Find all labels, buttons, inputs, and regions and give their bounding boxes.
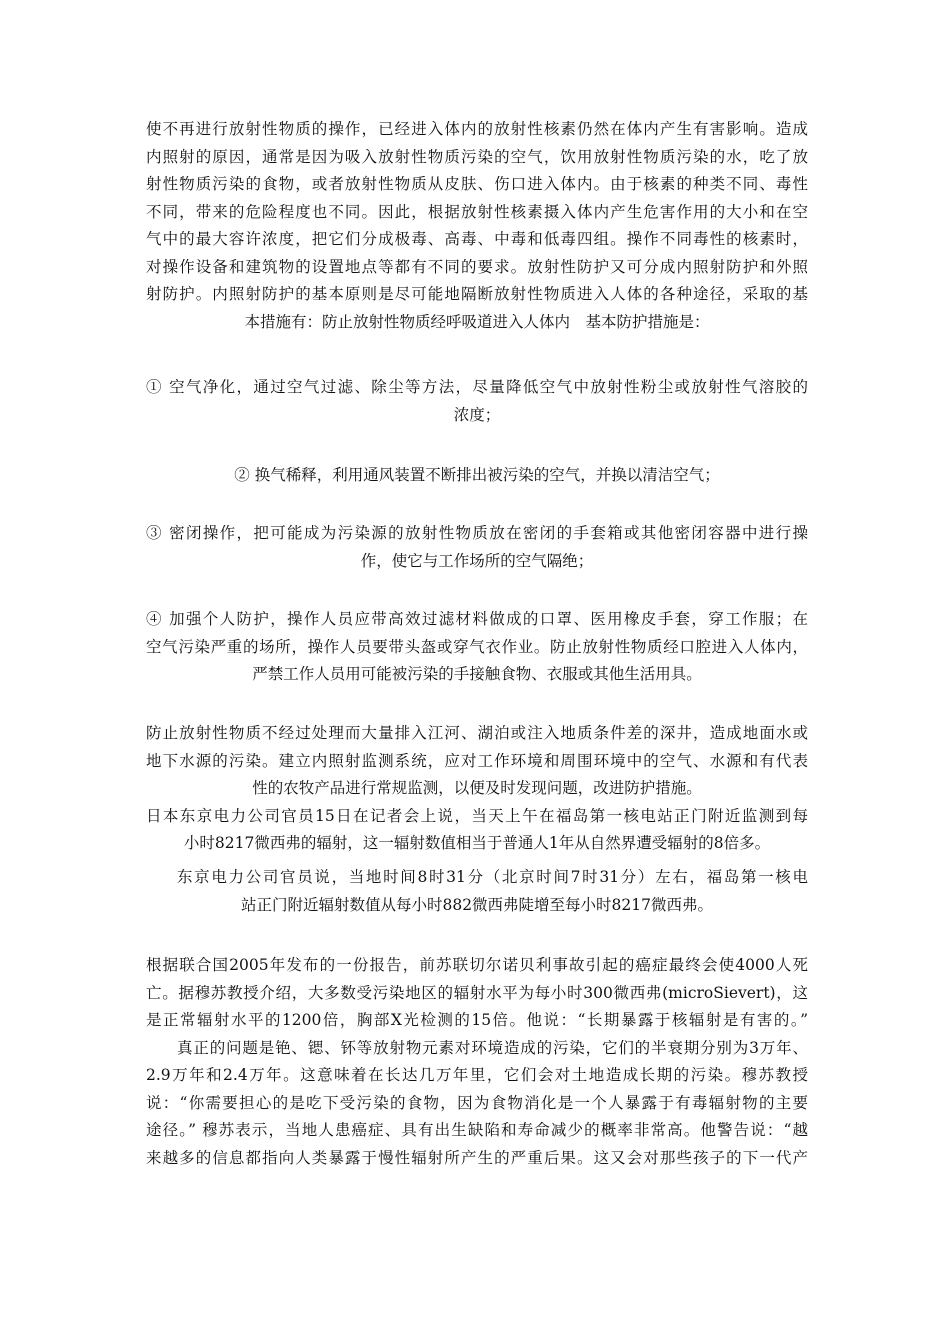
text-line: 作，使它与工作场所的空气隔绝； xyxy=(360,551,594,570)
text-line: 本措施有：防止放射性物质经呼吸道进入人体内 基本防护措施是： xyxy=(244,312,710,331)
text-line: 不同，带来的危险程度也不同。因此，根据放射性核素摄入体内产生危害作用的大小和在空 xyxy=(146,202,808,221)
measure-item-3 xyxy=(146,520,808,575)
text-line: 性的农牧产品进行常规监测，以便及时发现问题，改进防护措施。 xyxy=(252,779,702,797)
text-line: 亡。据穆苏教授介绍，大多数受污染地区的辐射水平为每小时300微西弗(microSievert)，这 xyxy=(146,983,808,1002)
text-line: 小时8217微西弗的辐射，这一辐射数值相当于普通人1年从自然界遭受辐射的8倍多。 xyxy=(183,834,771,852)
text-line: 来越多的信息都指向人类暴露于慢性辐射所产生的严重后果。这又会对那些孩子的下一代产 xyxy=(146,1148,808,1167)
text-line: 浓度； xyxy=(453,405,501,424)
text-line: 地下水源的污染。建立内照射监测系统，应对工作环境和周围环境中的空气、水源和有代表 xyxy=(146,751,808,770)
text-line: 防止放射性物质不经过处理而大量排入江河、湖泊或注入地质条件差的深井，造成地面水或 xyxy=(146,724,808,742)
text-line: 2.9万年和2.4万年。这意味着在长达几万年里，它们会对土地造成长期的污染。穆苏教授 xyxy=(146,1066,808,1084)
text-line: 空气污染严重的场所，操作人员要带头盔或穿气衣作业。防止放射性物质经口腔进入人体内， xyxy=(146,637,808,656)
text-line: 东京电力公司官员说，当地时间8时31分（北京时间7时31分）左右，福岛第一核电 xyxy=(177,868,808,886)
text-line: 说：“你需要担心的是吃下受污染的食物，因为食物消化是一个人暴露于有毒辐射物的主要 xyxy=(146,1093,808,1112)
text-line: ③ 密闭操作，把可能成为污染源的放射性物质放在密闭的手套箱或其他密闭容器中进行操 xyxy=(146,524,808,542)
paragraph-internal-irradiation xyxy=(146,116,808,336)
text-line: 射防护。内照射防护的基本原则是尽可能地隔断放射性物质进入人体的各种途径，采取的基 xyxy=(146,285,808,303)
text-line: 气中的最大容许浓度，把它们分成极毒、高毒、中毒和低毒四组。操作不同毒性的核素时， xyxy=(146,230,808,248)
text-line: 是正常辐射水平的1200倍，胸部X光检测的15倍。他说：“长期暴露于核辐射是有害的。” xyxy=(146,1011,808,1029)
text-line: ② 换气稀释，利用通风装置不断排出被污染的空气，并换以清洁空气； xyxy=(234,466,720,484)
text-line: 日本东京电力公司官员15日在记者会上说，当天上午在福岛第一核电站正门附近监测到每 xyxy=(146,806,808,825)
text-line: 真正的问题是铯、锶、钚等放射物元素对环境造成的污染，它们的半衰期分别为3万年、 xyxy=(177,1038,808,1057)
text-line: 射性物质污染的食物，或者放射性物质从皮肤、伤口进入体内。由于核素的种类不同、毒性 xyxy=(146,175,808,193)
text-line: ④ 加强个人防护，操作人员应带高效过滤材料做成的口罩、医用橡皮手套，穿工作服；在 xyxy=(146,610,808,628)
text-line: 使不再进行放射性物质的操作，已经进入体内的放射性核素仍然在体内产生有害影响。造成 xyxy=(146,120,808,138)
text-line: 内照射的原因，通常是因为吸入放射性物质污染的空气，饮用放射性物质污染的水，吃了放 xyxy=(146,147,808,166)
paragraph-chernobyl xyxy=(146,952,808,1172)
text-line: ① 空气净化，通过空气过滤、除尘等方法，尽量降低空气中放射性粉尘或放射性气溶胶的 xyxy=(146,378,808,396)
text-line: 对操作设备和建筑物的设置地点等都有不同的要求。放射性防护又可分成内照射防护和外照 xyxy=(146,257,808,276)
measure-item-2 xyxy=(146,462,808,490)
measure-item-4 xyxy=(146,606,808,689)
text-line: 根据联合国2005年发布的一份报告，前苏联切尔诺贝利事故引起的癌症最终会使4000人死 xyxy=(146,956,808,974)
text-line: 站正门附近辐射数值从每小时882微西弗陡增至每小时8217微西弗。 xyxy=(240,895,714,914)
measure-item-1 xyxy=(146,374,808,429)
text-line: 严禁工作人员用可能被污染的手接触食物、衣服或其他生活用具。 xyxy=(252,665,702,683)
paragraph-tepco-official xyxy=(146,864,808,919)
text-line: 途径。” 穆苏表示，当地人患癌症、具有出生缺陷和寿命减少的概率非常高。他警告说：“越 xyxy=(146,1121,808,1139)
paragraph-water-and-fukushima xyxy=(146,720,808,858)
